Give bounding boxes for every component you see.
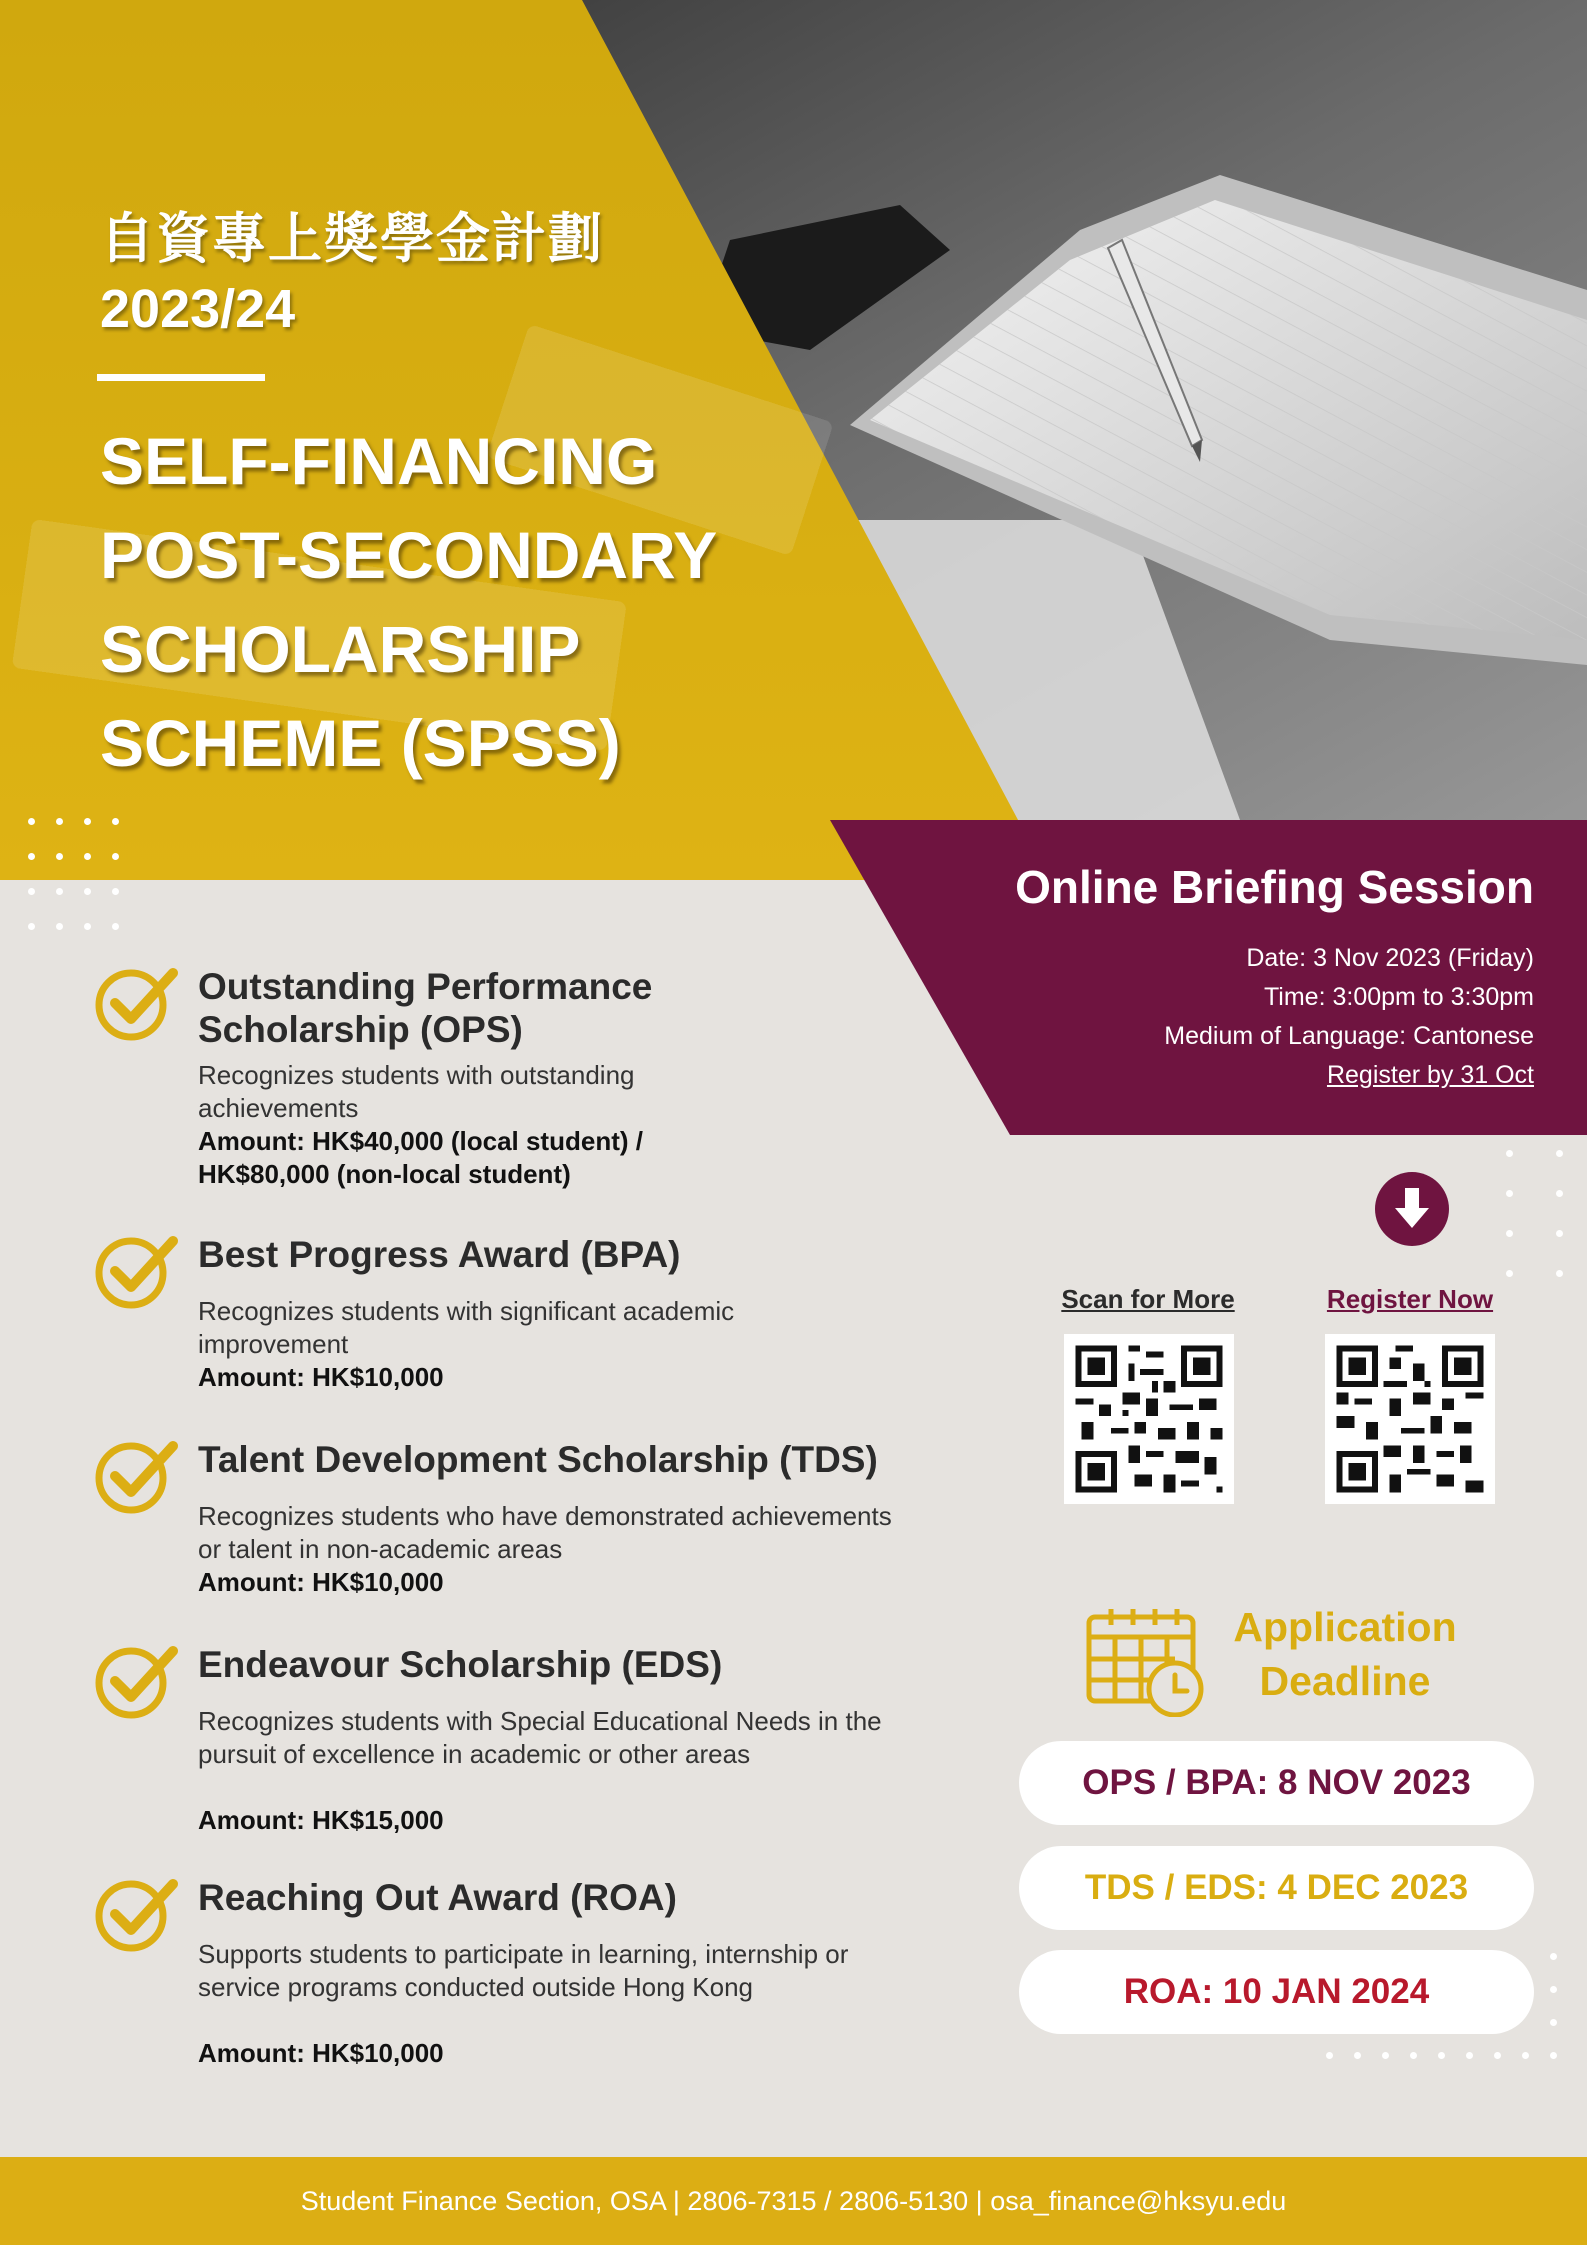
year-title: 2023/24 xyxy=(100,279,296,339)
chinese-title: 自資專上獎學金計劃 xyxy=(100,207,604,270)
decor-dots-left xyxy=(28,818,119,930)
checkmark-icon xyxy=(95,1643,179,1719)
briefing-title: Online Briefing Session xyxy=(1015,861,1534,913)
calendar-clock-icon xyxy=(1085,1605,1205,1717)
scholarship-description: Recognizes students with significant academic improvement xyxy=(198,1296,735,1359)
scholarship-amount: Amount: HK$10,000 xyxy=(198,2038,444,2068)
scan-for-more-link[interactable]: Scan for More xyxy=(1061,1284,1235,1314)
title-divider xyxy=(97,374,265,381)
footer-contact: Student Finance Section, OSA | 2806-7315 / 2806-5130 | osa_finance@hksyu.edu xyxy=(300,2186,1287,2216)
checkmark-icon xyxy=(95,1438,179,1514)
qr-code-register[interactable] xyxy=(1325,1334,1495,1504)
scholarship-name: Reaching Out Award (ROA) xyxy=(198,1877,677,1918)
briefing-time: Time: 3:00pm to 3:30pm xyxy=(1263,983,1534,1011)
scholarship-amount: Amount: HK$15,000 xyxy=(198,1805,444,1835)
scholarship-name: Talent Development Scholarship (TDS) xyxy=(198,1439,878,1480)
scheme-title-line: POST-SECONDARY xyxy=(100,518,718,592)
scholarship-description: Recognizes students who have demonstrated achievements or talent in non-academic areas xyxy=(198,1501,892,1564)
qr-code-scan[interactable] xyxy=(1064,1334,1234,1504)
deadline-roa: ROA: 10 JAN 2024 xyxy=(1019,1950,1534,2034)
scheme-title-line: SELF-FINANCING xyxy=(100,424,658,498)
register-now-link[interactable]: Register Now xyxy=(1326,1284,1494,1314)
scholarship-eds xyxy=(95,1643,975,1843)
briefing-language: Medium of Language: Cantonese xyxy=(1164,1022,1534,1050)
scholarship-roa xyxy=(95,1876,975,2076)
checkmark-icon xyxy=(95,965,179,1041)
scholarship-description: Supports students to participate in learning, internship or service programs conducted outside Hong Kong xyxy=(198,1939,849,2002)
scholarship-amount: Amount: HK$10,000 xyxy=(198,1362,444,1392)
deadline-title xyxy=(1210,1600,1480,1708)
scholarship-description: Recognizes students with Special Educational Needs in the pursuit of excellence in academic or other areas xyxy=(198,1706,882,1769)
briefing-register-link[interactable]: Register by 31 Oct xyxy=(1326,1061,1534,1089)
deadline-title-line: Deadline xyxy=(1259,1658,1431,1704)
scholarship-name: Best Progress Award (BPA) xyxy=(198,1234,681,1275)
scholarship-amount: Amount: HK$40,000 (local student) / HK$80,000 (non-local student) xyxy=(198,1126,643,1189)
decor-dots-right-bottom xyxy=(1326,1953,1556,2059)
checkmark-icon xyxy=(95,1233,179,1309)
checkmark-icon xyxy=(95,1876,179,1952)
briefing-date: Date: 3 Nov 2023 (Friday) xyxy=(1246,944,1534,972)
arrow-down-icon xyxy=(1375,1172,1449,1246)
scheme-title-line: SCHOLARSHIP xyxy=(100,612,581,686)
scheme-title-line: SCHEME (SPSS) xyxy=(100,706,621,780)
scholarship-description: Recognizes students with outstanding achievements xyxy=(198,1060,635,1123)
deadline-tds-eds: TDS / EDS: 4 DEC 2023 xyxy=(1019,1846,1534,1930)
scholarship-tds xyxy=(95,1438,975,1598)
scheme-title xyxy=(100,414,860,790)
scholarship-ops xyxy=(95,965,975,1195)
deadline-title-line: Application xyxy=(1233,1604,1457,1650)
footer-bar xyxy=(0,2157,1587,2245)
scholarship-amount: Amount: HK$10,000 xyxy=(198,1567,444,1597)
decor-dots-right-top xyxy=(1506,1150,1563,1277)
scholarship-bpa xyxy=(95,1233,975,1393)
deadline-ops-bpa: OPS / BPA: 8 NOV 2023 xyxy=(1019,1741,1534,1825)
scholarship-name: Outstanding Performance Scholarship (OPS) xyxy=(198,966,653,1050)
scholarship-name: Endeavour Scholarship (EDS) xyxy=(198,1644,723,1685)
